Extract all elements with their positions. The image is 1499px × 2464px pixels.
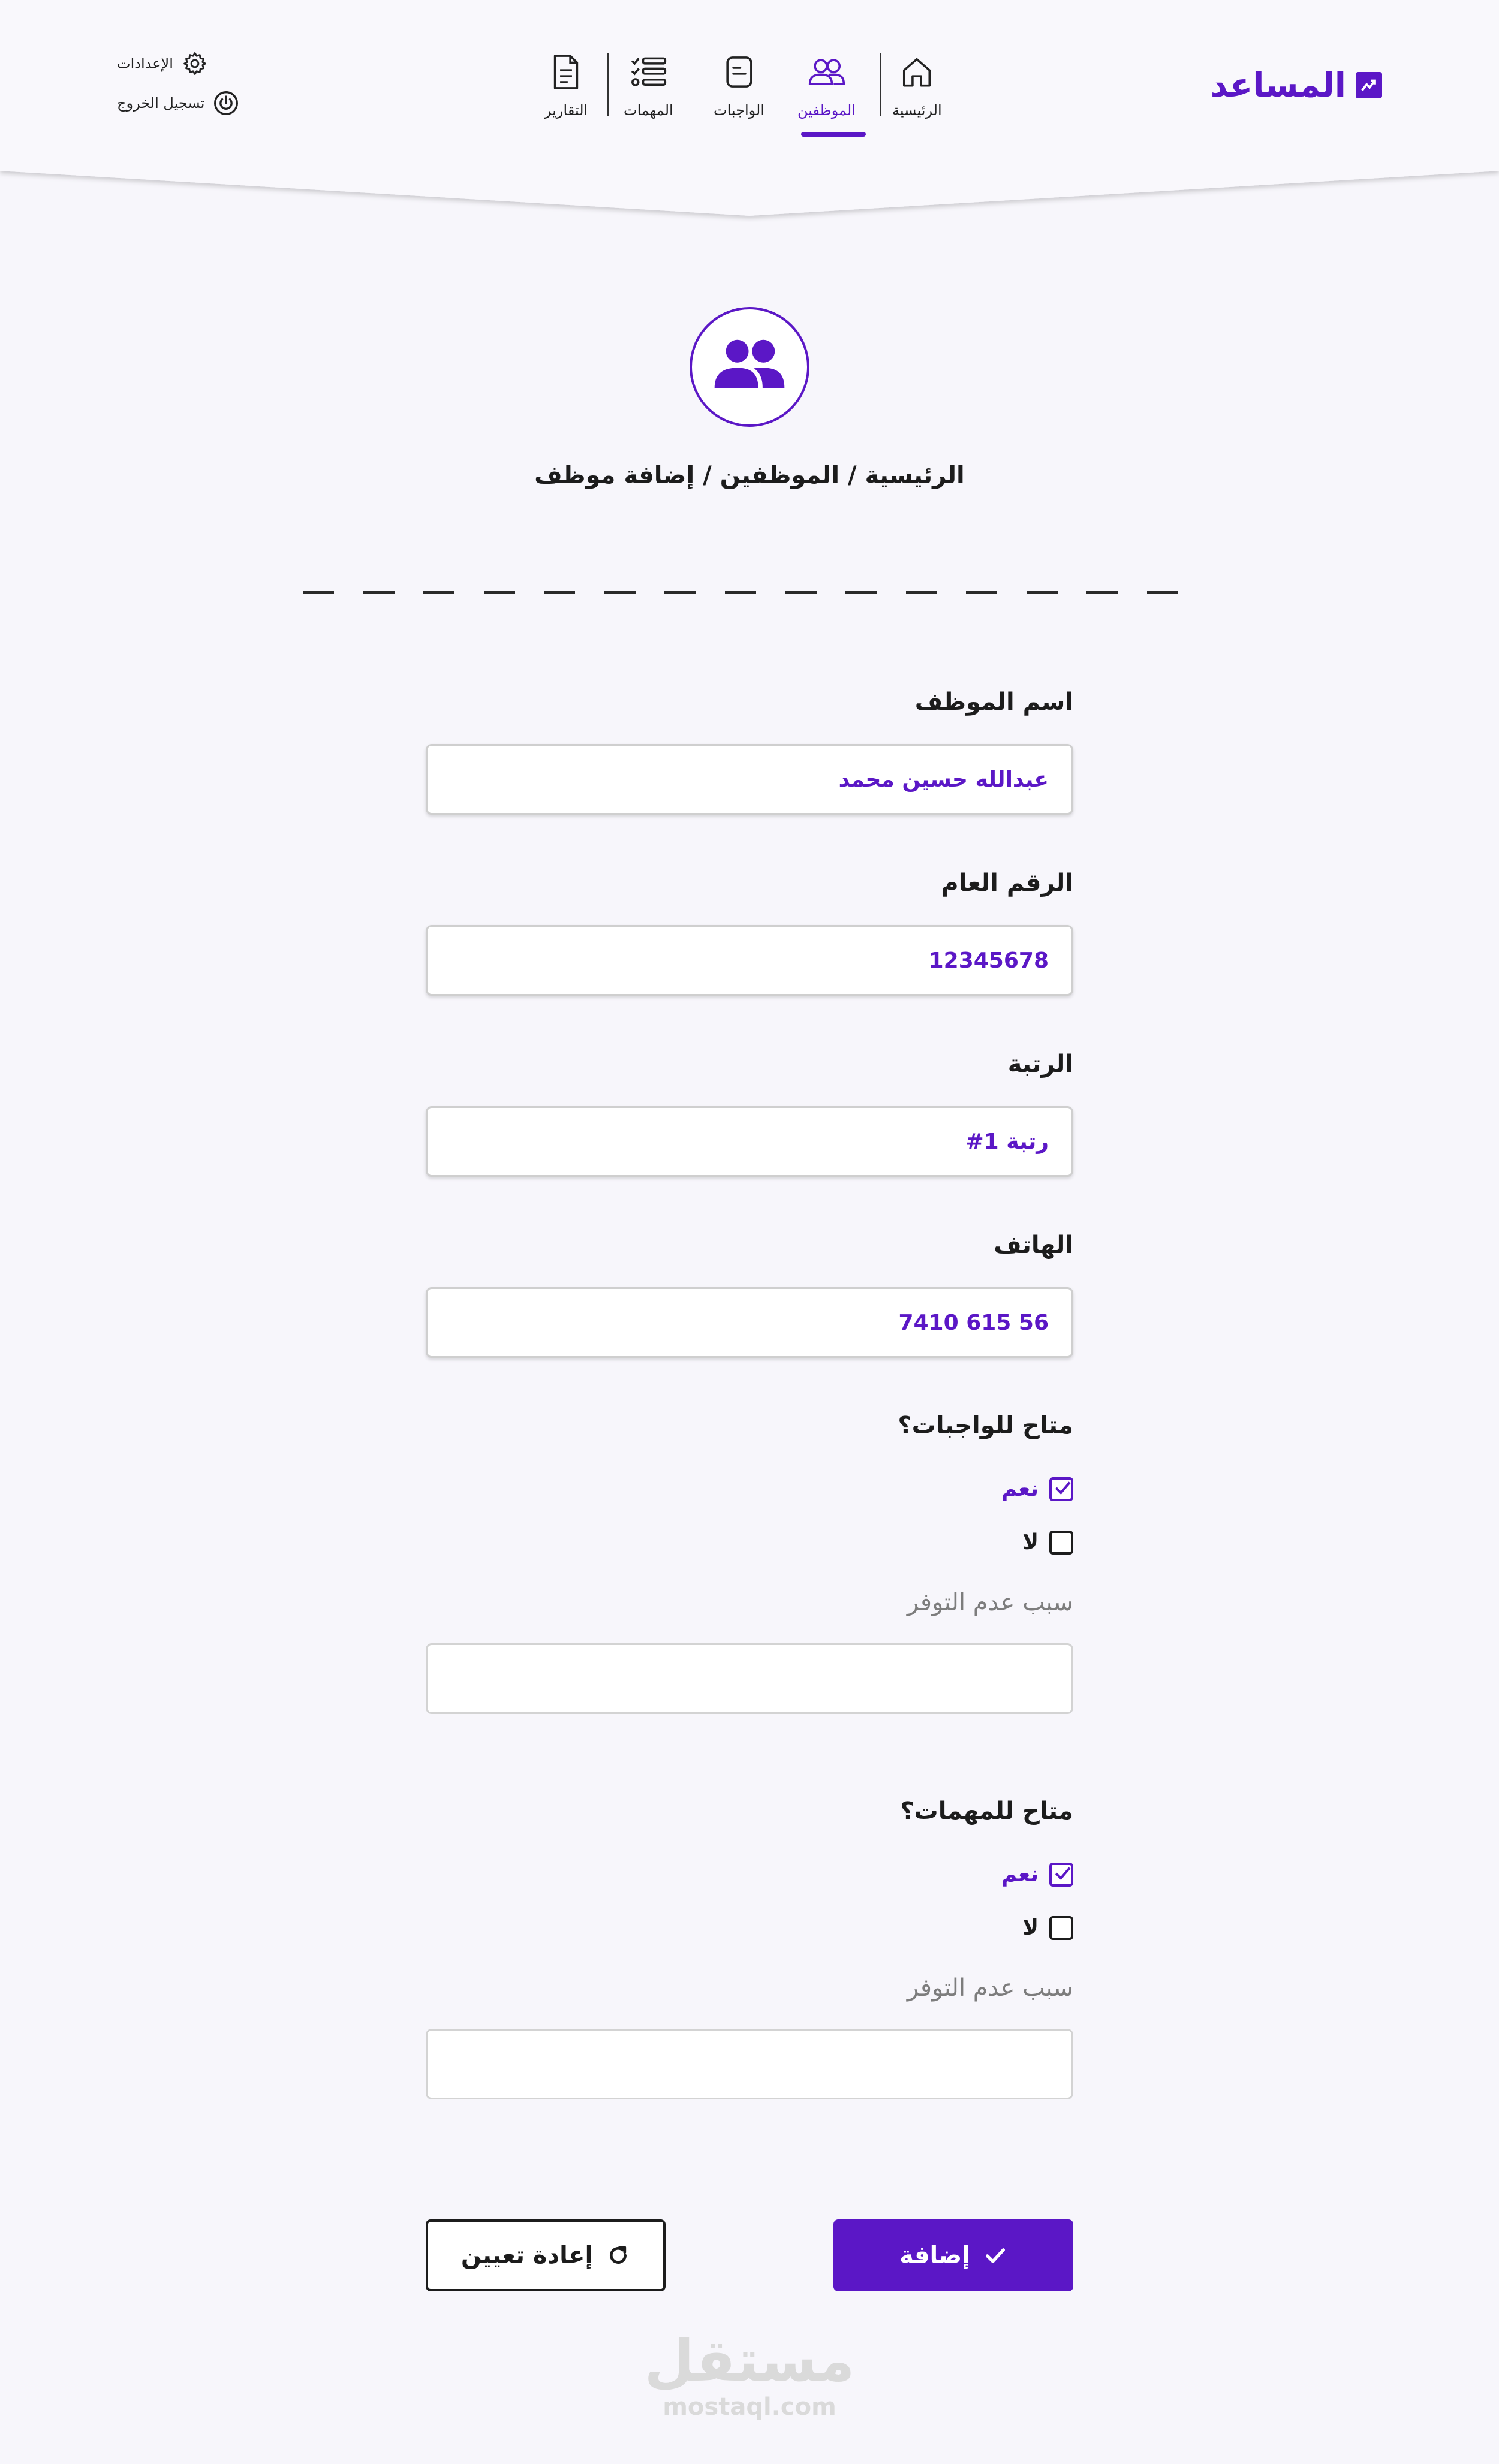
home-icon <box>896 52 937 92</box>
power-icon <box>213 90 239 116</box>
duties-yes-option[interactable] <box>1001 1477 1073 1501</box>
step-dash <box>484 591 515 594</box>
check-icon <box>1053 1864 1072 1883</box>
nav-home[interactable] <box>892 52 942 119</box>
rank-label: الرتبة <box>1007 1050 1073 1078</box>
general-number-label: الرقم العام <box>941 869 1073 897</box>
nav-separator <box>607 53 609 116</box>
step-dash <box>303 591 334 594</box>
tasks-no-label: لا <box>1022 1915 1039 1940</box>
nav-duties[interactable] <box>714 52 764 119</box>
logo-mark-icon <box>1356 72 1382 98</box>
rank-value: رتبة 1# <box>965 1129 1049 1154</box>
nav-tasks-label: المهمات <box>624 102 673 119</box>
rank-field[interactable] <box>426 1106 1073 1177</box>
tasks-yes-option[interactable] <box>1001 1862 1073 1887</box>
step-indicator <box>303 591 1178 594</box>
page-hero-avatar <box>690 307 809 427</box>
active-tab-indicator <box>801 132 866 137</box>
breadcrumb: الرئيسية / الموظفين / إضافة موظف <box>534 462 965 489</box>
nav-reports[interactable] <box>544 52 588 119</box>
duties-reason-label: سبب عدم التوفر <box>907 1589 1073 1616</box>
general-number-field[interactable] <box>426 925 1073 996</box>
nav-duties-label: الواجبات <box>714 102 765 119</box>
duties-availability-label: متاح للواجبات؟ <box>898 1412 1073 1439</box>
settings-label: الإعدادات <box>117 55 173 72</box>
add-button-label: إضافة <box>899 2242 970 2269</box>
step-dash <box>966 591 997 594</box>
tasks-yes-checkbox[interactable] <box>1049 1863 1073 1887</box>
step-dash <box>544 591 575 594</box>
check-icon <box>983 2243 1007 2267</box>
logo-text: المساعد <box>1210 65 1346 105</box>
add-button[interactable] <box>833 2219 1073 2291</box>
logout-link[interactable] <box>117 90 239 116</box>
nav-separator <box>880 53 881 116</box>
logout-label: تسجيل الخروج <box>117 95 205 112</box>
phone-value: 56 615 7410 <box>898 1310 1049 1335</box>
phone-field[interactable] <box>426 1287 1073 1358</box>
step-dash <box>1147 591 1178 594</box>
top-navbar <box>0 0 1499 180</box>
gear-icon <box>182 50 208 77</box>
nav-tasks[interactable] <box>624 52 673 119</box>
nav-home-label: الرئيسية <box>892 102 942 119</box>
step-dash <box>1086 591 1118 594</box>
tasks-yes-label: نعم <box>1001 1862 1039 1887</box>
step-dash <box>363 591 395 594</box>
general-number-value: 12345678 <box>928 948 1049 973</box>
step-dash <box>785 591 817 594</box>
nav-employees-label: الموظفين <box>797 102 856 119</box>
duties-no-checkbox[interactable] <box>1049 1531 1073 1555</box>
step-dash <box>664 591 696 594</box>
step-dash <box>423 591 454 594</box>
duties-yes-checkbox[interactable] <box>1049 1477 1073 1501</box>
app-logo[interactable] <box>1211 61 1382 109</box>
nav-employees[interactable] <box>797 52 856 119</box>
tasks-no-checkbox[interactable] <box>1049 1916 1073 1940</box>
step-dash <box>604 591 636 594</box>
step-dash <box>1027 591 1058 594</box>
tasks-no-option[interactable] <box>1022 1915 1073 1940</box>
employee-name-value: عبدالله حسين محمد <box>838 767 1049 792</box>
duties-no-option[interactable] <box>1022 1530 1073 1555</box>
report-icon <box>546 52 586 92</box>
phone-label: الهاتف <box>994 1231 1073 1259</box>
tasks-availability-label: متاح للمهمات؟ <box>900 1797 1073 1825</box>
step-dash <box>845 591 877 594</box>
step-dash <box>725 591 756 594</box>
users-icon <box>806 52 847 92</box>
employee-name-label: اسم الموظف <box>914 688 1073 716</box>
employee-name-field[interactable] <box>426 744 1073 815</box>
watermark <box>630 2327 869 2421</box>
refresh-icon <box>606 2243 630 2267</box>
watermark-arabic: مستقل <box>644 2327 855 2394</box>
tasks-reason-field[interactable] <box>426 2029 1073 2099</box>
watermark-latin: mostaql.com <box>663 2393 836 2421</box>
notes-icon <box>719 52 760 92</box>
duties-reason-field[interactable] <box>426 1643 1073 1714</box>
users-icon <box>708 325 791 409</box>
checklist-icon <box>628 52 669 92</box>
settings-link[interactable] <box>117 50 208 77</box>
reset-button[interactable] <box>426 2219 666 2291</box>
reset-button-label: إعادة تعيين <box>460 2242 594 2269</box>
step-dash <box>906 591 937 594</box>
tasks-reason-label: سبب عدم التوفر <box>907 1974 1073 2002</box>
duties-no-label: لا <box>1022 1530 1039 1555</box>
check-icon <box>1053 1478 1072 1498</box>
duties-yes-label: نعم <box>1001 1477 1039 1501</box>
nav-reports-label: التقارير <box>544 102 588 119</box>
